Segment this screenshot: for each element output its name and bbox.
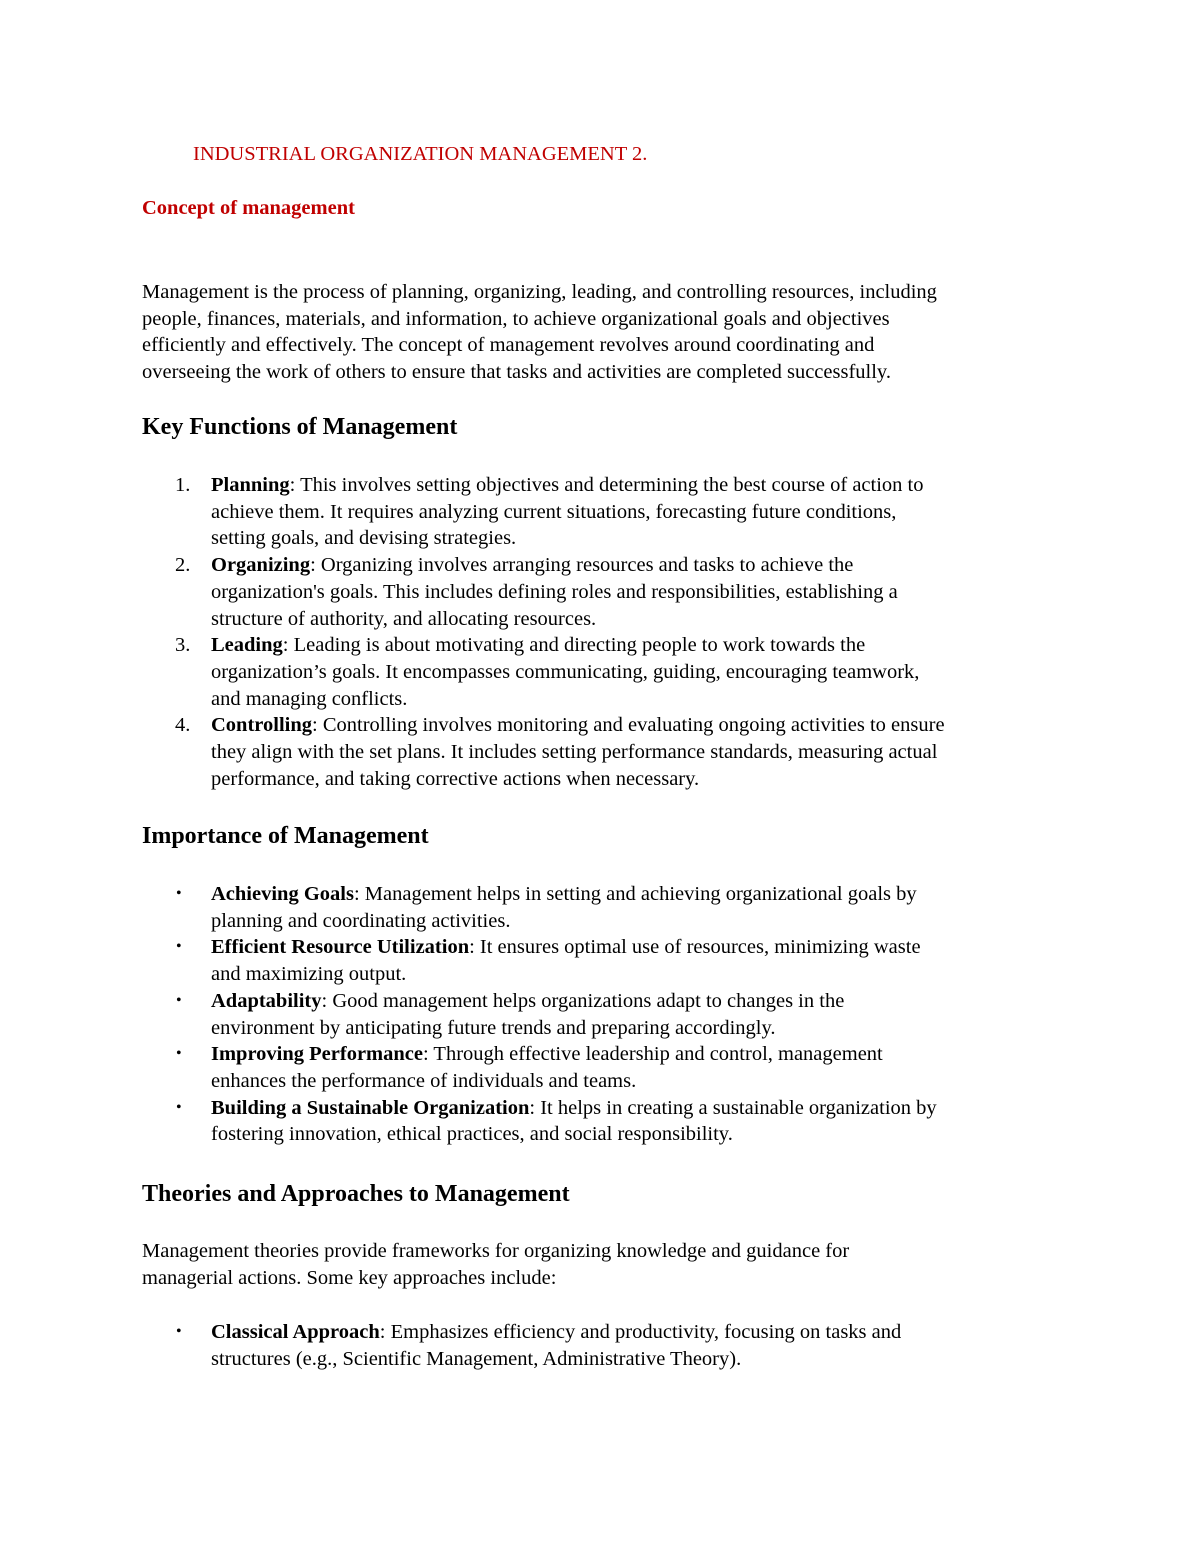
list-item-line: setting goals, and devising strategies. [211, 527, 517, 550]
paragraph-line: overseeing the work of others to ensure that tasks and activities are completed successfully. [142, 361, 891, 384]
item-text: : Organizing involves arranging resources and tasks to achieve the [310, 554, 854, 577]
paragraph-line: Management is the process of planning, organizing, leading, and controlling resources, including [142, 281, 937, 303]
list-item-line [211, 988, 1102, 1015]
theories-intro-paragraph [142, 1238, 1102, 1291]
item-term: Achieving Goals [211, 883, 354, 905]
paragraph-line: people, finances, materials, and information, to achieve organizational goals and objectives [142, 307, 890, 330]
item-term: Organizing [211, 554, 311, 577]
item-text: : Emphasizes efficiency and productivity, focusing on tasks and [379, 1321, 902, 1343]
list-item [142, 1319, 1102, 1372]
list-item-line [211, 472, 1102, 499]
list-item [142, 1095, 1102, 1148]
list-item-line: enhances the performance of individuals and teams. [211, 1069, 637, 1092]
list-item-line [211, 1041, 1102, 1068]
item-text: : Leading is about motivating and directing people to work towards the [282, 634, 866, 657]
list-number: 4. [175, 714, 191, 737]
list-item-line: fostering innovation, ethical practices, and social responsibility. [211, 1123, 733, 1146]
item-term: Improving Performance [211, 1043, 423, 1066]
list-item [142, 881, 1102, 934]
bullet-icon: • [176, 885, 182, 902]
list-item-line [211, 632, 1102, 659]
paragraph-line: Management theories provide frameworks for organizing knowledge and guidance for [142, 1240, 850, 1262]
importance-list [142, 881, 1102, 1148]
list-item-line [211, 1319, 1102, 1346]
list-item-line: and maximizing output. [211, 963, 407, 986]
list-item-line: environment by anticipating future trends and preparing accordingly. [211, 1016, 776, 1039]
list-item-line: performance, and taking corrective actions when necessary. [211, 767, 700, 790]
bullet-icon: • [176, 938, 182, 956]
list-number: 1. [175, 474, 191, 496]
key-functions-list [142, 472, 1102, 792]
list-item-line: planning and coordinating activities. [211, 909, 511, 932]
item-text: : Management helps in setting and achieving organizational goals by [353, 883, 917, 905]
list-item-line [211, 1095, 1102, 1122]
list-item [142, 552, 1102, 632]
item-term: Building a Sustainable Organization [211, 1096, 530, 1119]
item-text: : Through effective leadership and control, management [422, 1043, 883, 1066]
item-term: Leading [211, 634, 283, 657]
list-item-line [211, 934, 1102, 961]
list-item-line: organization's goals. This includes defining roles and responsibilities, establishing a [211, 580, 898, 603]
intro-paragraph [142, 279, 1102, 386]
item-text: : It helps in creating a sustainable organization by [529, 1096, 937, 1119]
list-item-line [211, 881, 1102, 908]
bullet-icon: • [176, 991, 182, 1009]
item-text: : It ensures optimal use of resources, minimizing waste [469, 936, 921, 959]
item-term: Adaptability [211, 989, 322, 1012]
item-term: Controlling [211, 714, 312, 737]
list-item [142, 934, 1102, 987]
concept-heading: Concept of management [142, 197, 355, 219]
item-text: : Good management helps organizations adapt to changes in the [321, 989, 845, 1012]
item-text: : Controlling involves monitoring and evaluating ongoing activities to ensure [312, 714, 945, 737]
item-text: : This involves setting objectives and determining the best course of action to [289, 474, 924, 496]
list-number: 2. [175, 554, 191, 577]
list-item-line: they align with the set plans. It includes setting performance standards, measuring actual [211, 741, 938, 764]
bullet-icon: • [176, 1045, 182, 1063]
list-item [142, 1041, 1102, 1094]
item-term: Classical Approach [211, 1321, 380, 1343]
list-item-line [211, 552, 1102, 579]
list-item-line: structures (e.g., Scientific Management, Administrative Theory). [211, 1347, 742, 1370]
bullet-icon: • [176, 1323, 182, 1340]
bullet-icon: • [176, 1098, 182, 1116]
theories-list [142, 1319, 1102, 1372]
list-item-line: achieve them. It requires analyzing current situations, forecasting future conditions, [211, 500, 897, 523]
item-term: Planning [211, 474, 290, 496]
paragraph-line: managerial actions. Some key approaches include: [142, 1266, 557, 1289]
list-item [142, 988, 1102, 1041]
item-term: Efficient Resource Utilization [211, 936, 470, 959]
theories-heading: Theories and Approaches to Management [142, 1181, 570, 1207]
list-item-line: organization’s goals. It encompasses communicating, guiding, encouraging teamwork, [211, 660, 920, 683]
list-item [142, 632, 1102, 712]
list-item [142, 712, 1102, 792]
list-item [142, 472, 1102, 552]
key-functions-heading: Key Functions of Management [142, 414, 458, 440]
list-item-line: and managing conflicts. [211, 687, 408, 710]
importance-heading: Importance of Management [142, 823, 429, 849]
document-title: INDUSTRIAL ORGANIZATION MANAGEMENT 2. [193, 143, 648, 165]
list-item-line [211, 712, 1102, 739]
list-item-line: structure of authority, and allocating resources. [211, 607, 597, 630]
paragraph-line: efficiently and effectively. The concept of management revolves around coordinating and [142, 334, 875, 357]
list-number: 3. [175, 634, 191, 657]
